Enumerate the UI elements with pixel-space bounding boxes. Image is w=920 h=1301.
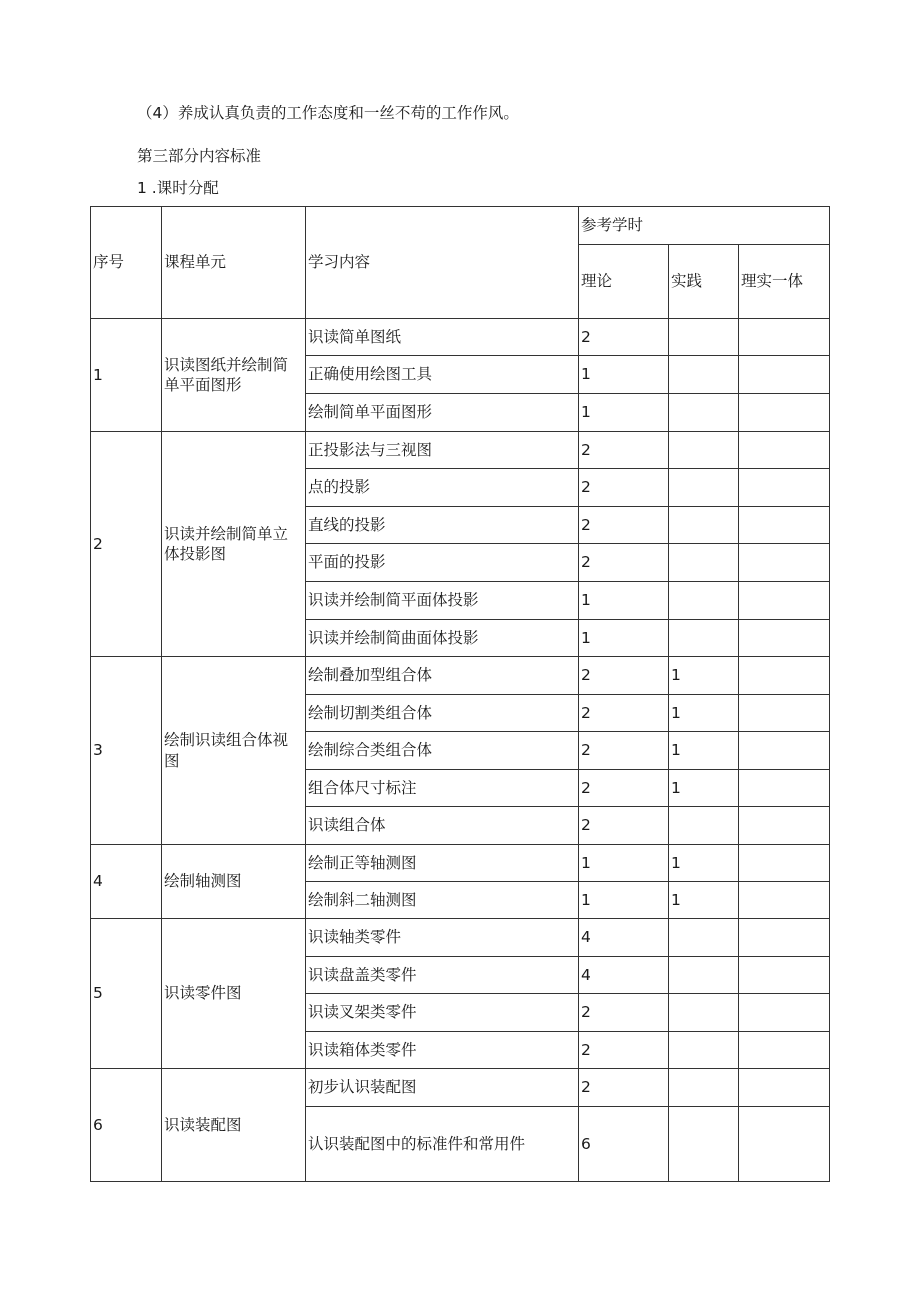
- header-ref-hours: 参考学时: [579, 207, 830, 245]
- hours-allocation-table: [90, 206, 830, 1182]
- theory-hours-cell: 2: [579, 1069, 669, 1107]
- practice-hours-cell: [669, 807, 739, 845]
- integrated-hours-cell: [739, 432, 830, 469]
- table-row: [91, 919, 830, 957]
- practice-hours-cell: 1: [669, 845, 739, 882]
- content-cell: 识读叉架类零件: [306, 994, 579, 1032]
- integrated-hours-cell: [739, 770, 830, 807]
- content-cell: 平面的投影: [306, 544, 579, 582]
- practice-hours-cell: [669, 432, 739, 469]
- theory-hours-cell: 2: [579, 432, 669, 469]
- unit-name: 识读装配图: [162, 1069, 306, 1182]
- integrated-hours-cell: [739, 732, 830, 770]
- theory-hours-cell: 2: [579, 657, 669, 695]
- integrated-hours-cell: [739, 845, 830, 882]
- content-cell: 点的投影: [306, 469, 579, 507]
- theory-hours-cell: 2: [579, 807, 669, 845]
- practice-hours-cell: [669, 319, 739, 356]
- integrated-hours-cell: [739, 582, 830, 620]
- practice-hours-cell: [669, 994, 739, 1032]
- theory-hours-cell: 2: [579, 469, 669, 507]
- unit-seq: 2: [91, 432, 162, 657]
- practice-hours-cell: 1: [669, 770, 739, 807]
- integrated-hours-cell: [739, 507, 830, 544]
- practice-hours-cell: [669, 469, 739, 507]
- integrated-hours-cell: [739, 695, 830, 732]
- theory-hours-cell: 2: [579, 544, 669, 582]
- content-cell: 绘制正等轴测图: [306, 845, 579, 882]
- practice-hours-cell: 1: [669, 732, 739, 770]
- integrated-hours-cell: [739, 994, 830, 1032]
- content-cell: 绘制叠加型组合体: [306, 657, 579, 695]
- content-cell: 识读并绘制简曲面体投影: [306, 620, 579, 657]
- table-row: [91, 319, 830, 356]
- practice-hours-cell: [669, 1032, 739, 1069]
- content-cell: 识读并绘制简平面体投影: [306, 582, 579, 620]
- content-cell: 绘制切割类组合体: [306, 695, 579, 732]
- content-cell: 识读组合体: [306, 807, 579, 845]
- unit-seq: 5: [91, 919, 162, 1069]
- practice-hours-cell: [669, 620, 739, 657]
- table-row: [91, 432, 830, 469]
- theory-hours-cell: 1: [579, 620, 669, 657]
- theory-hours-cell: 2: [579, 994, 669, 1032]
- unit-name: 识读零件图: [162, 919, 306, 1069]
- header-integrated: 理实一体: [739, 245, 830, 319]
- unit-name: 识读并绘制简单立体投影图: [162, 432, 306, 657]
- header-seq: 序号: [91, 207, 162, 319]
- content-cell: 识读盘盖类零件: [306, 957, 579, 994]
- table-row: [91, 1069, 830, 1107]
- integrated-hours-cell: [739, 657, 830, 695]
- theory-hours-cell: 2: [579, 732, 669, 770]
- practice-hours-cell: [669, 919, 739, 957]
- table-row: [91, 845, 830, 882]
- header-theory: 理论: [579, 245, 669, 319]
- theory-hours-cell: 4: [579, 919, 669, 957]
- unit-seq: 4: [91, 845, 162, 919]
- integrated-hours-cell: [739, 469, 830, 507]
- practice-hours-cell: [669, 1107, 739, 1182]
- integrated-hours-cell: [739, 882, 830, 919]
- content-cell: 绘制简单平面图形: [306, 394, 579, 432]
- theory-hours-cell: 2: [579, 1032, 669, 1069]
- unit-name: 绘制轴测图: [162, 845, 306, 919]
- content-cell: 正投影法与三视图: [306, 432, 579, 469]
- content-cell: 绘制斜二轴测图: [306, 882, 579, 919]
- theory-hours-cell: 4: [579, 957, 669, 994]
- practice-hours-cell: 1: [669, 695, 739, 732]
- unit-name: 绘制识读组合体视图: [162, 657, 306, 845]
- subsection-heading: 1 .课时分配: [137, 179, 219, 197]
- integrated-hours-cell: [739, 1069, 830, 1107]
- intro-line-attitude: （4）养成认真负责的工作态度和一丝不苟的工作作风。: [137, 104, 519, 122]
- theory-hours-cell: 2: [579, 695, 669, 732]
- practice-hours-cell: [669, 1069, 739, 1107]
- content-cell: 绘制综合类组合体: [306, 732, 579, 770]
- theory-hours-cell: 2: [579, 319, 669, 356]
- theory-hours-cell: 1: [579, 394, 669, 432]
- content-cell: 识读简单图纸: [306, 319, 579, 356]
- header-practice: 实践: [669, 245, 739, 319]
- theory-hours-cell: 1: [579, 882, 669, 919]
- header-unit: 课程单元: [162, 207, 306, 319]
- practice-hours-cell: 1: [669, 882, 739, 919]
- theory-hours-cell: 2: [579, 507, 669, 544]
- practice-hours-cell: [669, 544, 739, 582]
- theory-hours-cell: 2: [579, 770, 669, 807]
- practice-hours-cell: [669, 957, 739, 994]
- content-cell: 组合体尺寸标注: [306, 770, 579, 807]
- integrated-hours-cell: [739, 1107, 830, 1182]
- integrated-hours-cell: [739, 919, 830, 957]
- theory-hours-cell: 1: [579, 356, 669, 394]
- unit-name: 识读图纸并绘制简单平面图形: [162, 319, 306, 432]
- content-cell: 识读轴类零件: [306, 919, 579, 957]
- practice-hours-cell: [669, 394, 739, 432]
- integrated-hours-cell: [739, 356, 830, 394]
- section-heading: 第三部分内容标准: [137, 147, 262, 165]
- integrated-hours-cell: [739, 807, 830, 845]
- integrated-hours-cell: [739, 620, 830, 657]
- content-cell: 识读箱体类零件: [306, 1032, 579, 1069]
- practice-hours-cell: [669, 356, 739, 394]
- content-cell: 初步认识装配图: [306, 1069, 579, 1107]
- integrated-hours-cell: [739, 544, 830, 582]
- unit-seq: 3: [91, 657, 162, 845]
- theory-hours-cell: 6: [579, 1107, 669, 1182]
- content-cell: 认识装配图中的标准件和常用件: [306, 1107, 579, 1182]
- practice-hours-cell: 1: [669, 657, 739, 695]
- theory-hours-cell: 1: [579, 582, 669, 620]
- content-cell: 直线的投影: [306, 507, 579, 544]
- header-content: 学习内容: [306, 207, 579, 319]
- integrated-hours-cell: [739, 1032, 830, 1069]
- integrated-hours-cell: [739, 394, 830, 432]
- table-row: [91, 657, 830, 695]
- unit-seq: 1: [91, 319, 162, 432]
- practice-hours-cell: [669, 507, 739, 544]
- integrated-hours-cell: [739, 957, 830, 994]
- practice-hours-cell: [669, 582, 739, 620]
- unit-seq: 6: [91, 1069, 162, 1182]
- content-cell: 正确使用绘图工具: [306, 356, 579, 394]
- theory-hours-cell: 1: [579, 845, 669, 882]
- integrated-hours-cell: [739, 319, 830, 356]
